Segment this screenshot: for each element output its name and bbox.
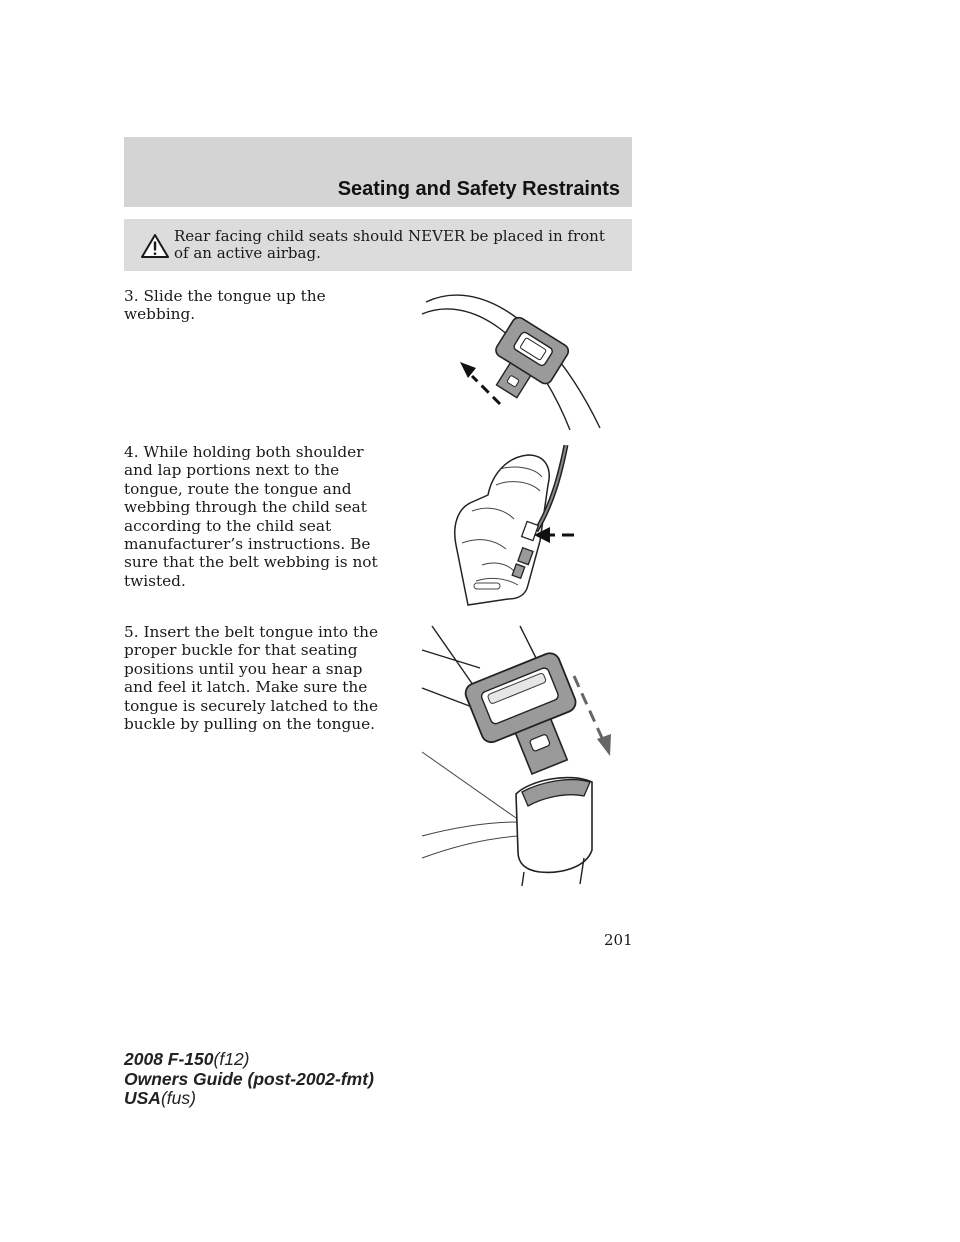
tongue-slide-illustration [420,284,602,430]
warning-triangle-icon [140,233,170,259]
document-footer [124,1050,374,1109]
buckle-insert-illustration [420,622,616,886]
footer-market: USA [124,1088,161,1108]
warning-box [124,219,632,271]
footer-guide: Owners Guide (post-2002-fmt) [124,1068,374,1089]
step-5-text: 5. Insert the belt tongue into the proper buckle for that seating positions until you hear a snap and feel it latch. Make sure the tongue is securely latched to the buckle by pulling on the tongue. [124,623,379,734]
child-seat-routing-illustration [448,445,578,607]
footer-market-code: (fus) [160,1088,196,1108]
section-title: Seating and Safety Restraints [337,178,620,200]
warning-text: Rear facing child seats should NEVER be placed in front of an active airbag. [174,227,605,262]
step-3-text: 3. Slide the tongue up the webbing. [124,287,326,324]
page-number: 201 [604,931,633,949]
section-header-band [124,137,632,207]
footer-model: 2008 F-150 [124,1049,214,1069]
footer-model-code: (f12) [213,1049,250,1069]
step-4-text: 4. While holding both shoulder and lap portions next to the tongue, route the tongue and webbing through the child seat according to the child seat manufacturer’s instructions. Be sure that the belt webbing is not twisted. [124,443,378,590]
